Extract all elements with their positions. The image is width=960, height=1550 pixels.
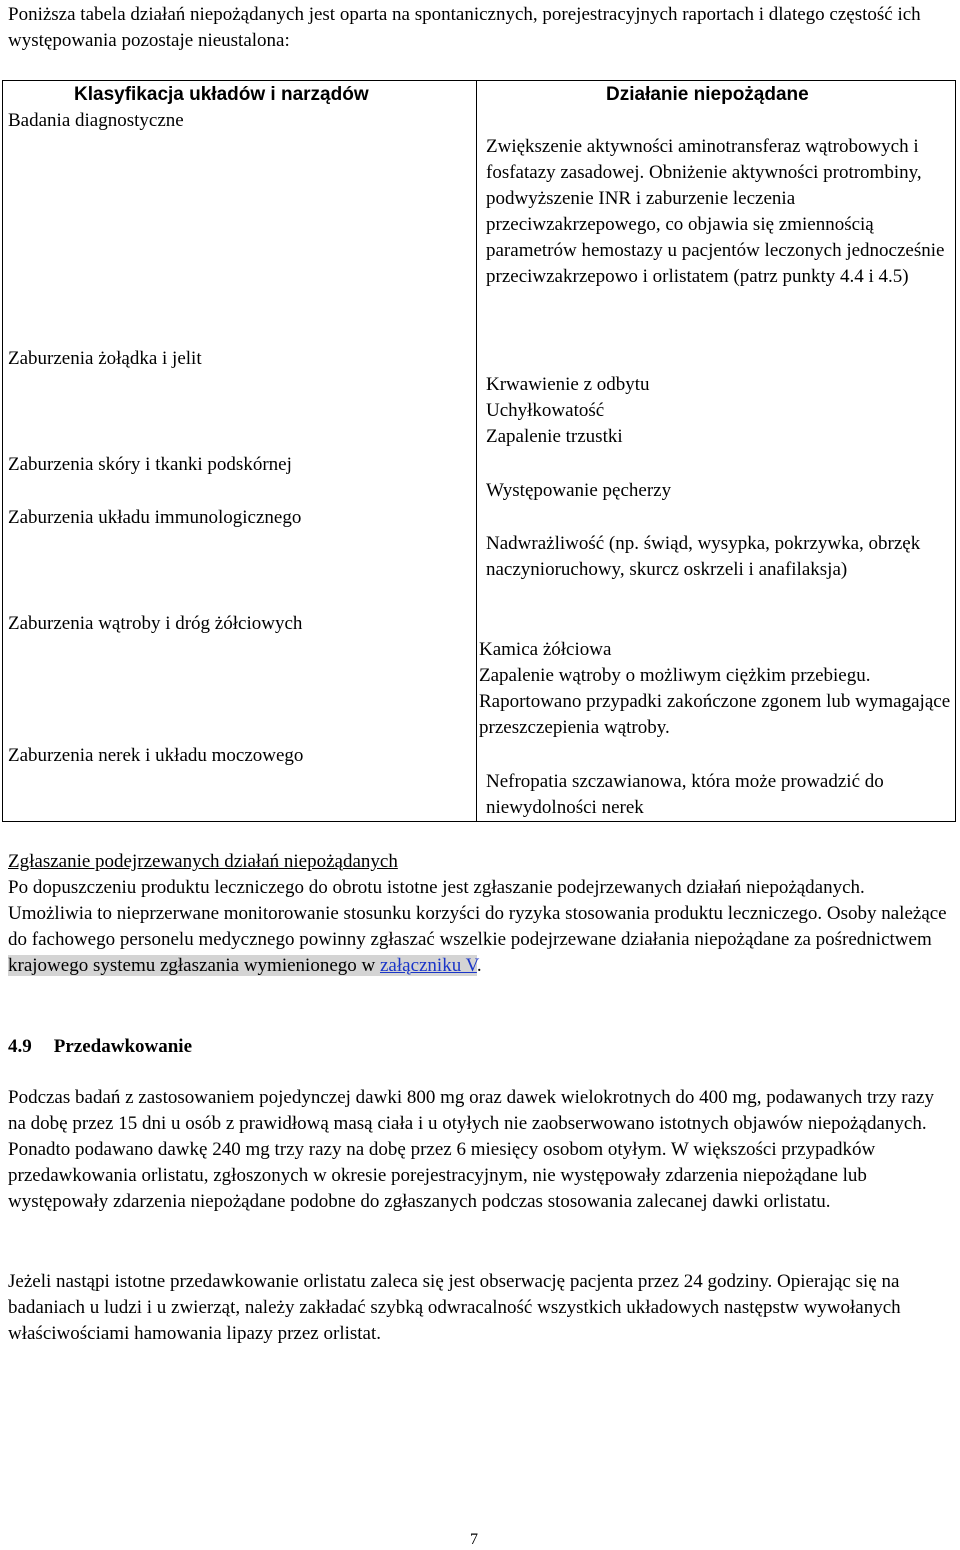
effect-line: Zapalenie trzustki [486,426,623,447]
table-row-effect: Nadwrażliwość (np. świąd, wysypka, pokrzywka, obrzęk naczynioruchowy, skurcz oskrzeli i anafilaksja) [486,533,921,580]
table-row-effect [479,637,953,741]
table-row-organ: Zaburzenia nerek i układu moczowego [8,745,304,766]
effect-line: Kamica żółciowa [479,639,612,660]
overdose-paragraph-2: Jeżeli nastąpi istotne przedawkowanie orlistatu zaleca się jest obserwację pacjenta przez 24 godziny. Opierając się na badaniach u ludzi i u zwierząt, należy zakładać szybką odwracalność wszystkich układowych następstw wywołanych właściwościami hamowania lipazy przez orlistat. [8,1271,901,1344]
section-heading [8,1034,192,1060]
table-row-organ: Zaburzenia skóry i tkanki podskórnej [8,454,292,475]
table-row-organ: Zaburzenia wątroby i dróg żółciowych [8,613,303,634]
section-title: Przedawkowanie [53,1036,193,1057]
reporting-body [8,875,948,979]
section-number: 4.9 [8,1036,32,1057]
table-header-organ-class: Klasyfikacja układów i narządów [74,84,369,105]
table-row-effect: Nefropatia szczawianowa, która może prowadzić do niewydolności nerek [486,771,884,818]
table-row-organ: Badania diagnostyczne [8,110,184,131]
table-header-adverse-effect: Działanie niepożądane [606,84,809,105]
table-row-effect [486,372,952,450]
table-row-organ: Zaburzenia układu immunologicznego [8,507,302,528]
table-row-effect: Występowanie pęcherzy [486,480,672,501]
table-row-organ: Zaburzenia żołądka i jelit [8,348,202,369]
reporting-text: Po dopuszczeniu produktu leczniczego do obrotu istotne jest zgłaszanie podejrzewanych działań niepożądanych. Umożliwia to nieprzerwane monitorowanie stosunku korzyści do ryzyka stosowania produktu leczniczego. Osoby należące do fachowego personelu medycznego powinny zgłaszać wszelkie podejrzewane działania niepożądane za pośrednictwem [8,877,947,950]
highlighted-text [8,955,477,976]
reporting-section [8,849,948,979]
effect-line: Zapalenie wątroby o możliwym ciężkim przebiegu. Raportowano przypadki zakończone zgonem lub wymagające przeszczepienia wątroby. [479,665,951,738]
effect-line: Uchyłkowatość [486,400,605,421]
intro-paragraph: Poniższa tabela działań niepożądanych jest oparta na spontanicznych, porejestracyjnych raportach i dlatego częstość ich występowania pozostaje nieustalona: [8,4,921,51]
reporting-end: . [476,955,482,976]
overdose-paragraph-1: Podczas badań z zastosowaniem pojedynczej dawki 800 mg oraz dawek wielokrotnych do 400 mg, podawanych trzy razy na dobę przez 15 dni u osób z prawidłową masą ciała i u otyłych nie zaobserwowano istotnych objawów niepożądanych. Ponadto podawano dawkę 240 mg trzy razy na dobę przez 6 miesięcy osobom otyłym. W większości przypadków przedawkowania orlistatu, zgłoszonych w okresie porejestracyjnym, nie występowały zdarzenia niepożądane lub występowały zdarzenia niepożądane podobne do zgłaszanych podczas stosowania zalecanej dawki orlistatu. [8,1087,934,1212]
highlight-text: krajowego systemu zgłaszania wymienionego w [8,955,380,976]
table-row-effect: Zwiększenie aktywności aminotransferaz wątrobowych i fosfatazy zasadowej. Obniżenie aktywności protrombiny, podwyższenie INR i zaburzenie leczenia przeciwzakrzepowego, co objawia się zmiennością parametrów hemostazy u pacjentów leczonych jednocześnie przeciwzakrzepowo i orlistatem (patrz punkty 4.4 i 4.5) [486,136,945,287]
effect-line: Krwawienie z odbytu [486,374,650,395]
reporting-title: Zgłaszanie podejrzewanych działań niepożądanych [8,851,398,872]
page-number: 7 [470,1531,478,1548]
table-column-divider [476,80,477,822]
annex-v-link[interactable]: załączniku V [379,955,477,976]
